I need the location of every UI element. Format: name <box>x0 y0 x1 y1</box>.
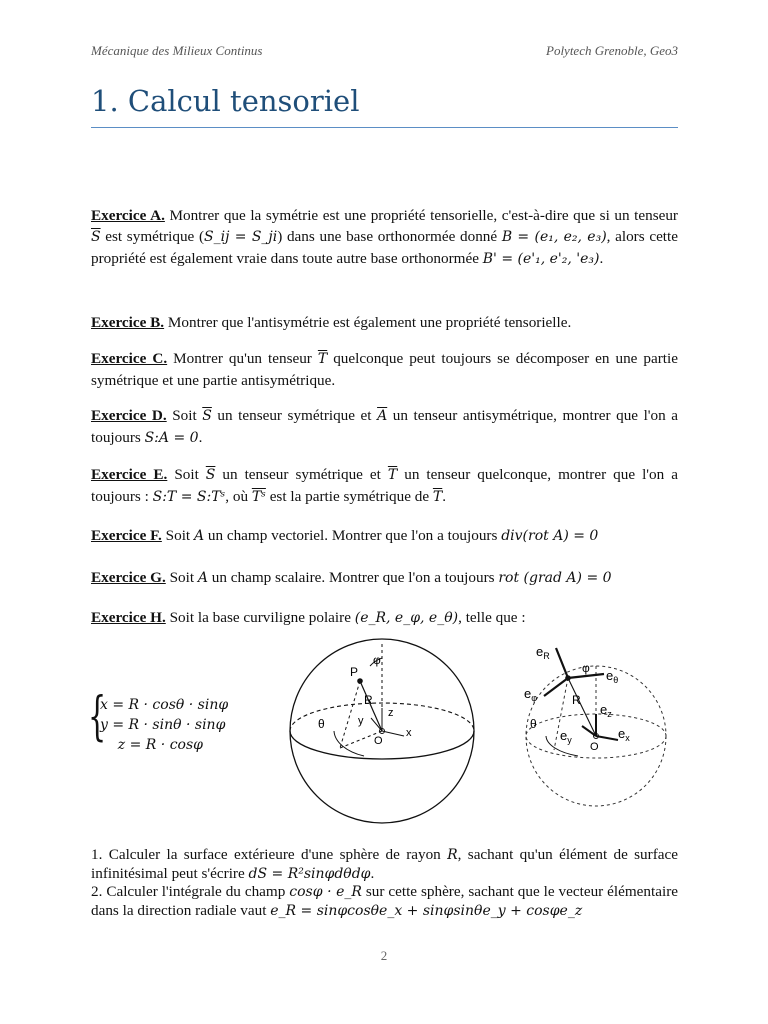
exercise-g <box>91 567 678 589</box>
section-title: 1. Calcul tensoriel <box>91 84 360 118</box>
theta-arc <box>334 731 364 756</box>
exercise-a-text-5: . <box>599 250 604 267</box>
exercise-f-text-2: un champ vectoriel. Montrer que l'on a toujours <box>204 527 502 544</box>
label-o: O <box>590 741 599 753</box>
question-2-text-1: 2. Calculer l'intégrale du champ <box>91 883 290 900</box>
polar-basis: (e_R, e_φ, e_θ) <box>354 610 459 626</box>
radius-line <box>568 678 596 736</box>
basis-b: B = (e₁, e₂, e₃) <box>501 229 607 245</box>
exercise-e <box>91 464 678 508</box>
exercise-g-text-1: Soit <box>165 569 198 586</box>
exercise-c-text-1: Montrer qu'un tenseur <box>167 350 318 367</box>
tensor-s: $\overline{S}$ <box>91 229 101 245</box>
div-rot-eq: div(rot A) = 0 <box>501 528 599 544</box>
polar-equations <box>88 687 229 755</box>
label-theta: θ <box>318 717 325 731</box>
exercise-h-text-1: Soit la base curviligne polaire <box>165 609 355 626</box>
contraction-eq: S:T = S:Tˢ <box>152 489 226 505</box>
exercise-e-text-3: un tenseur quelconque, montrer que l'on a toujours : <box>91 466 678 505</box>
exercise-d-text-3: un tenseur antisymétrique, montrer que l'on a toujours <box>91 407 678 446</box>
label-z: z <box>388 707 394 719</box>
exercise-d-text-2: un tenseur symétrique et <box>211 407 378 424</box>
radius-r: R <box>447 847 458 863</box>
exercise-b-label: Exercice B. <box>91 314 165 331</box>
scalar-a: A <box>197 570 208 586</box>
tensor-s: $\overline{S}$ <box>205 467 216 483</box>
brace-icon: { <box>88 687 107 747</box>
label-etheta: $e_\theta$ <box>606 668 619 685</box>
title-rule <box>91 127 678 128</box>
exercise-g-text-2: un champ scalaire. Montrer que l'on a toujours <box>207 569 499 586</box>
label-y: y <box>358 715 364 727</box>
label-phi: φ <box>582 661 590 675</box>
exercise-e-text-5: est la partie symétrique de <box>265 488 433 505</box>
question-1 <box>91 846 678 883</box>
sphere-figure-right <box>500 636 680 808</box>
label-ex: $e_x$ <box>618 726 630 743</box>
exercise-h-text-2: , telle que : <box>458 609 526 626</box>
equation-x: x = R · cosθ · sinφ <box>100 697 229 713</box>
page-number: 2 <box>380 948 388 963</box>
exercise-f-text-1: Soit <box>161 527 194 544</box>
surface-element-eq: dS = R²sinφdθdφ <box>248 865 371 882</box>
label-r: R <box>364 693 373 707</box>
running-header-left: Mécanique des Milieux Continus <box>91 43 263 58</box>
field-expression: cosφ · e_R <box>289 884 362 900</box>
exercise-a-text-2: est symétrique ( <box>100 228 205 245</box>
exercise-e-text-2: un tenseur symétrique et <box>215 466 388 483</box>
exercise-e-label: Exercice E. <box>91 466 168 483</box>
exercise-d-text-1: Soit <box>166 407 203 424</box>
exercise-e-text-6: . <box>442 488 447 505</box>
question-1-text-3: . <box>370 864 375 882</box>
exercise-a <box>91 205 678 270</box>
x-axis <box>382 731 404 736</box>
tensor-t: $\overline{T}$ <box>432 489 443 505</box>
vector-ex <box>596 736 618 740</box>
point-p <box>357 678 363 684</box>
running-header-right: Polytech Grenoble, Geo3 <box>546 43 678 58</box>
exercise-d <box>91 405 678 449</box>
exercise-e-text-4: , où <box>225 488 252 505</box>
exercise-d-label: Exercice D. <box>91 407 167 424</box>
exercise-a-label: Exercice A. <box>91 207 165 224</box>
question-1-text-2: , sachant qu'un élément de surface infinitésimal peut s'écrire <box>91 846 678 882</box>
tensor-t: $\overline{T}$ <box>387 467 398 483</box>
exercise-e-text-1: Soit <box>167 466 206 483</box>
question-2-text-2: sur cette sphère, sachant que le vecteur élémentaire dans la direction radiale vaut <box>91 883 678 919</box>
exercise-h <box>91 607 678 629</box>
question-1-text-1: 1. Calculer la surface extérieure d'une sphère de rayon <box>91 846 448 863</box>
projection-line <box>340 681 360 748</box>
equation-z: z = R · cosφ <box>100 737 203 753</box>
label-o: O <box>374 735 383 747</box>
exercise-f <box>91 525 678 547</box>
question-2 <box>91 883 678 920</box>
radial-vector-eq: e_R = sinφcosθe_x + sinφsinθe_y + cosφe_z <box>270 902 583 919</box>
label-phi: φ <box>373 653 381 667</box>
exercise-a-text-1: Montrer que la symétrie est une propriété tensorielle, c'est-à-dire que si un tenseur <box>164 207 678 224</box>
rot-grad-eq: rot (grad A) = 0 <box>498 570 612 586</box>
exercise-h-label: Exercice H. <box>91 609 166 626</box>
vector-er <box>556 648 568 678</box>
tensor-t: $\overline{T}$ <box>317 351 328 367</box>
tensor-s: $\overline{S}$ <box>202 408 212 424</box>
sphere-figure-left <box>284 636 480 826</box>
label-ephi: $e_\varphi$ <box>524 686 538 703</box>
symmetry-formula: S_ij = S_ji <box>204 229 278 245</box>
label-p: P <box>350 665 359 679</box>
vector-ephi <box>544 678 568 696</box>
label-theta: θ <box>530 717 537 731</box>
tensor-ts: $\overline{Tˢ}$ <box>251 489 266 505</box>
exercise-g-label: Exercice G. <box>91 569 166 586</box>
point <box>565 675 571 681</box>
exercise-c <box>91 348 678 391</box>
label-x: x <box>406 727 412 739</box>
exercise-c-label: Exercice C. <box>91 350 168 367</box>
equation-y: y = R · sinθ · sinφ <box>100 717 226 733</box>
exercise-b-text: Montrer que l'antisymétrie est également une propriété tensorielle. <box>164 314 572 331</box>
basis-b-prime: B' = (e'₁, e'₂, 'e₃) <box>482 251 600 267</box>
exercise-f-label: Exercice F. <box>91 527 162 544</box>
exercise-a-text-3: ) dans une base orthonormée donné <box>277 228 502 245</box>
exercise-d-text-4: . <box>198 429 203 446</box>
exercise-c-text-2: quelconque peut toujours se décomposer en une partie symétrique et une partie antisymétrique. <box>91 350 678 389</box>
label-r: R <box>572 693 581 707</box>
double-contraction-eq: S:A = 0 <box>144 430 199 446</box>
label-er: $e_R$ <box>536 644 550 661</box>
label-ey: $e_y$ <box>560 728 572 745</box>
vector-a: A <box>193 528 205 544</box>
exercise-a-text-4: , alors cette propriété est également vraie dans toute autre base orthonormée <box>91 228 678 267</box>
tensor-a: $\overline{A}$ <box>377 408 388 424</box>
exercise-b <box>91 312 678 333</box>
label-ez: $e_z$ <box>600 702 612 719</box>
